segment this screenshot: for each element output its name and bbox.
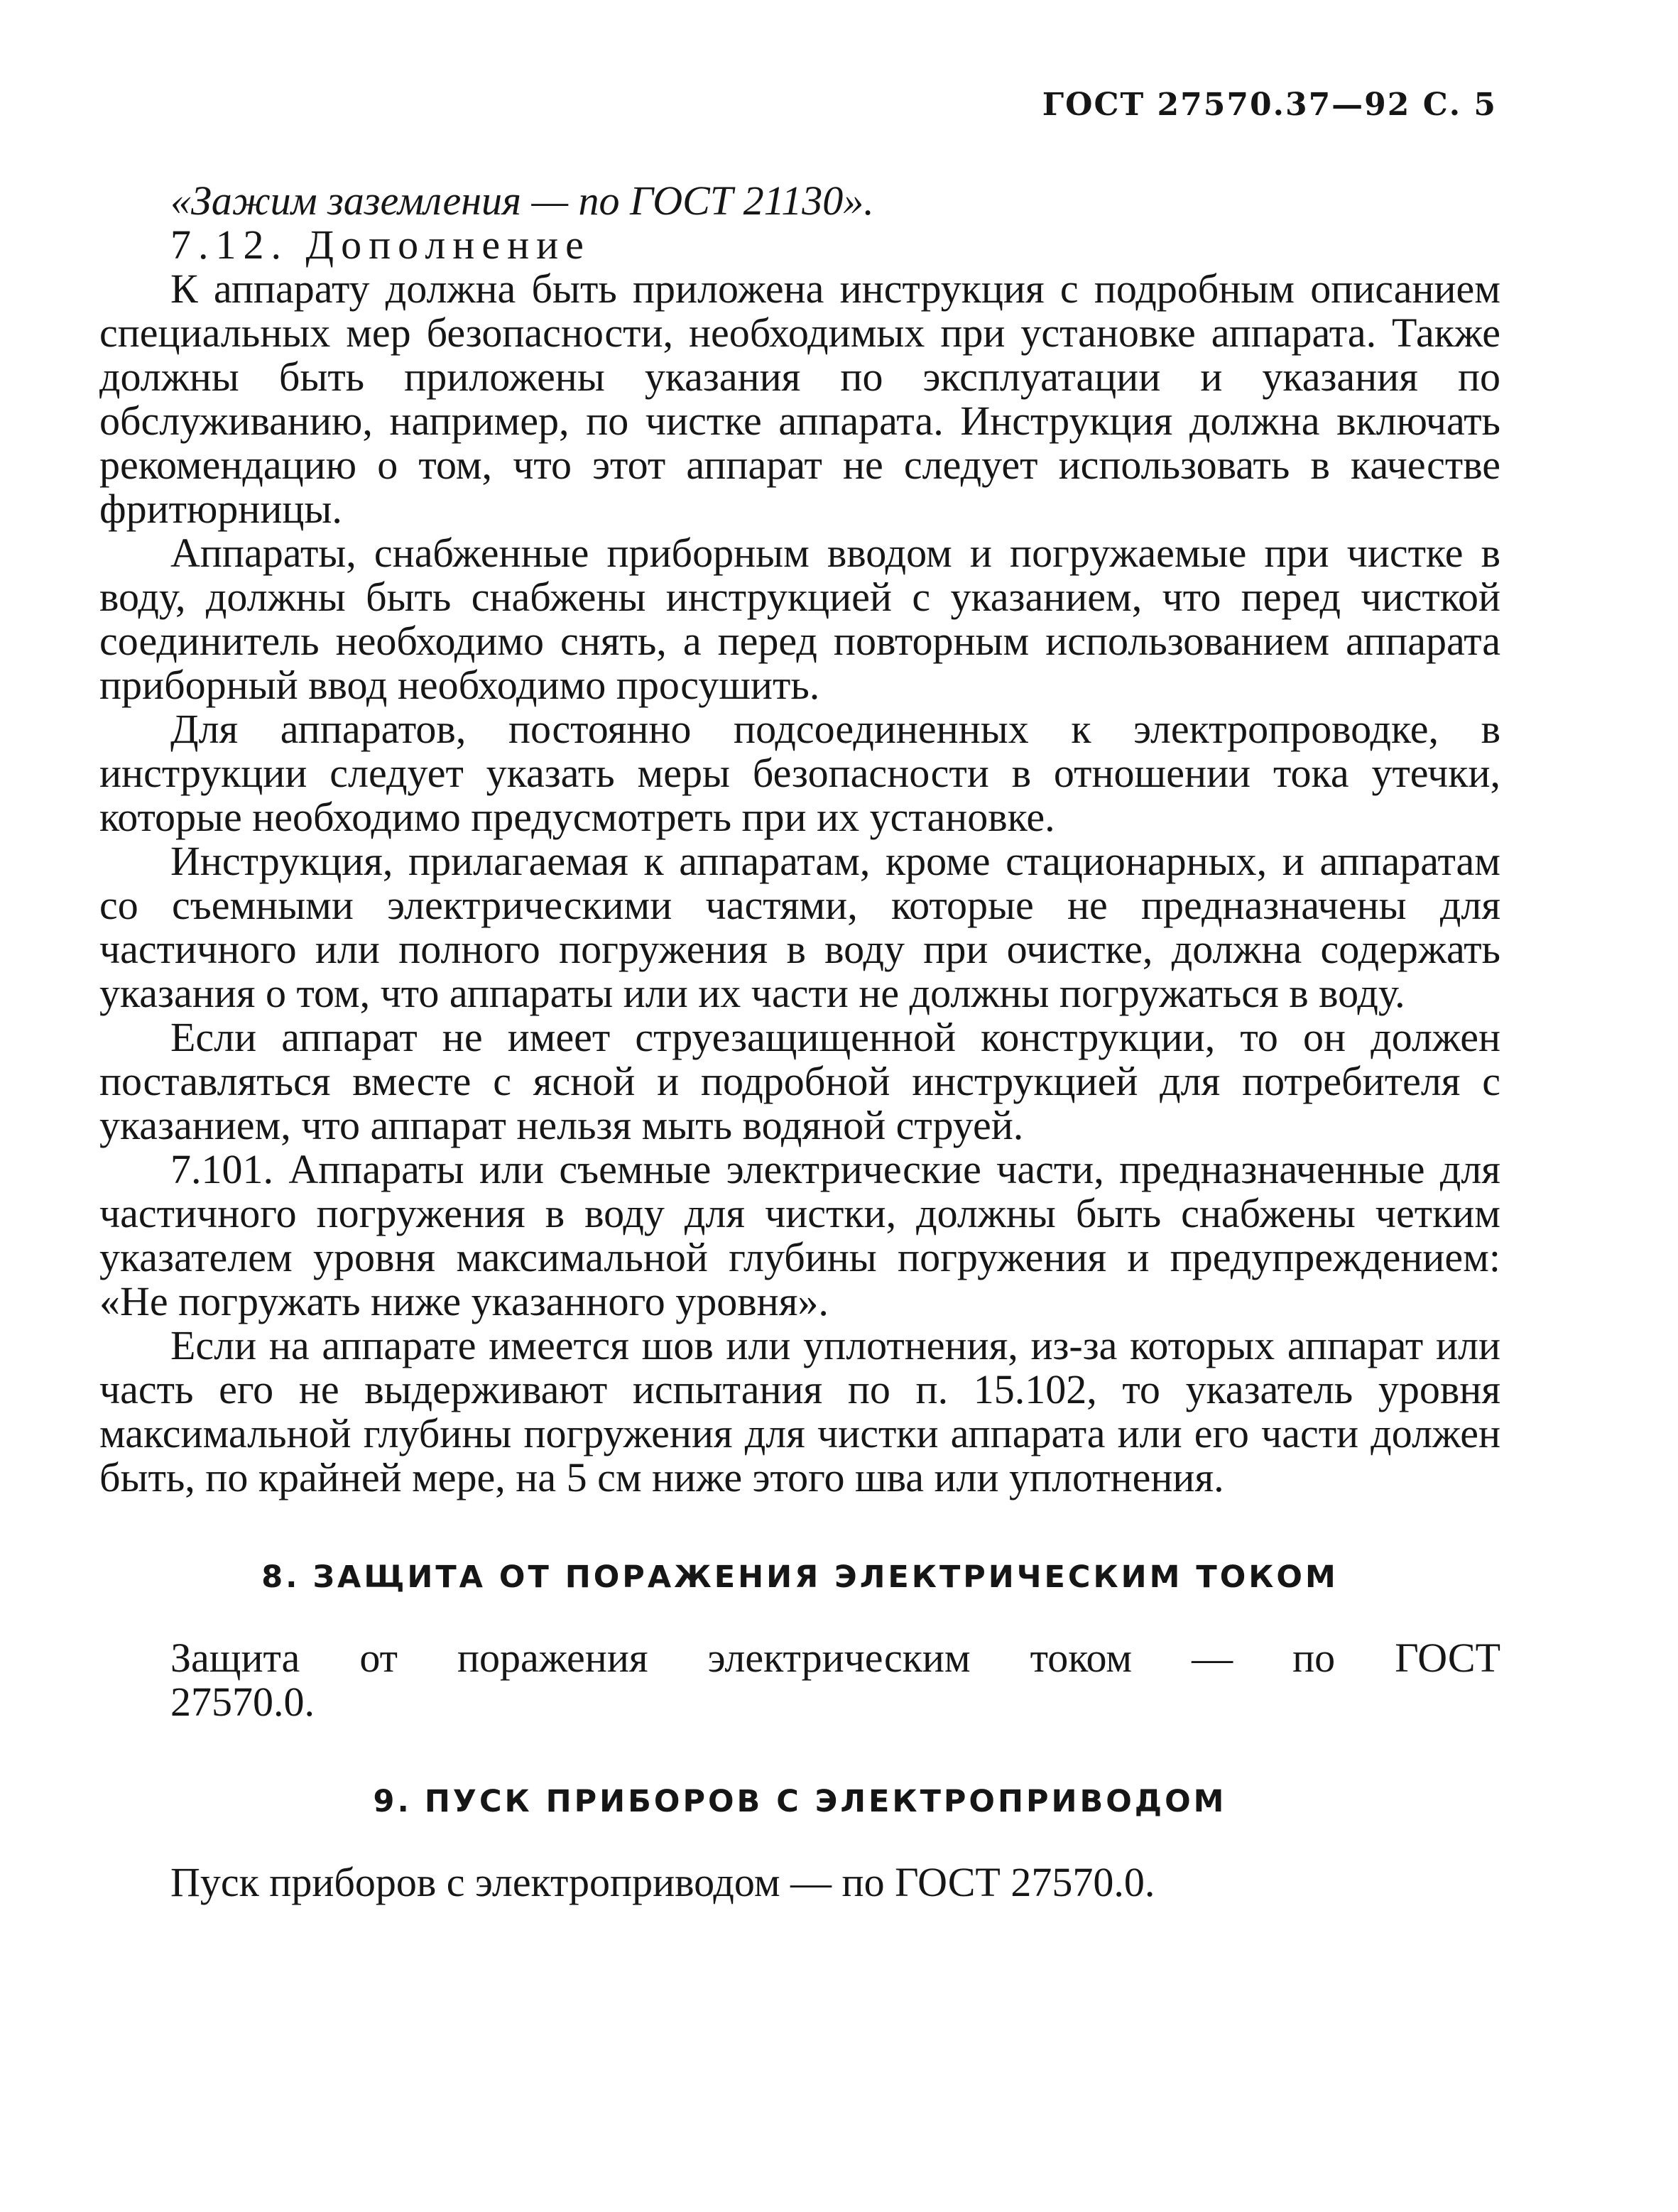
section-8-title: ЗАЩИТА ОТ ПОРАЖЕНИЯ ЭЛЕКТРИЧЕСКИМ ТОКОМ xyxy=(312,1559,1339,1595)
paragraph-appliance-inlet: Аппараты, снабженные приборным вводом и погружаемые при чистке в воду, должны быть снабжены инструкцией с указанием, что перед чисткой соединитель необходимо снять, а перед повторным использованием аппарата приборный ввод необходимо просушить. xyxy=(99,530,1500,708)
paragraph-7-101: 7.101. Аппараты или съемные электрические части, предназначенные для частичного погружения в воду для чистки, должны быть снабжены четким указателем уровня максимальной глубины погружения и предупреждением: «Не погружать ниже указанного уровня». xyxy=(99,1146,1500,1324)
section-9-text: Пуск приборов с электроприводом — по ГОСТ 27570.0. xyxy=(170,1859,1155,1905)
addition-heading: 7.12. Дополнение xyxy=(170,222,591,268)
document-body xyxy=(99,179,1500,1905)
paragraph-seam: Если на аппарате имеется шов или уплотнения, из-за которых аппарат или часть его не выдерживают испытания по п. 15.102, то указатель уровня максимальной глубины погружения для чистки аппарата или его части должен быть, по крайней мере, на 5 см ниже этого шва или уплотнения. xyxy=(99,1322,1500,1500)
paragraph-instructions: К аппарату должна быть приложена инструкция с подробным описанием специальных мер безопасности, необходимых при установке аппарата. Также должны быть приложены указания по эксплуатации и указания по обслуживанию, например, по чистке аппарата. Инструкция должна включать рекомендацию о том, что этот аппарат не следует использовать в качестве фритюрницы. xyxy=(99,266,1500,532)
paragraph-water-jet: Если аппарат не имеет струезащищенной конструкции, то он должен поставляться вместе с ясной и подробной инструкцией для потребителя с указанием, что аппарат нельзя мыть водяной струей. xyxy=(99,1014,1500,1148)
paragraph-fixed-appliances: Для аппаратов, постоянно подсоединенных к электропроводке, в инструкции следует указать меры безопасности в отношении тока утечки, которые необходимо предусмотреть при их установке. xyxy=(99,706,1500,840)
section-9-title: ПУСК ПРИБОРОВ С ЭЛЕКТРОПРИВОДОМ xyxy=(424,1784,1227,1819)
section-8-code: 27570.0. xyxy=(170,1679,315,1725)
page-header: ГОСТ 27570.37—92 С. 5 xyxy=(1042,87,1497,123)
section-8-text: Защита от поражения электрическим током — по ГОСТ xyxy=(170,1635,1500,1681)
section-8-heading xyxy=(99,1555,1500,1599)
paragraph-detachable-parts: Инструкция, прилагаемая к аппаратам, кроме стационарных, и аппаратам со съемными электрическими частями, которые не предназначены для частичного или полного погружения в воду при очистке, должна содержать указания о том, что аппараты или их части не должны погружаться в воду. xyxy=(99,838,1500,1016)
section-9-heading xyxy=(99,1780,1500,1824)
section-8-number: 8. xyxy=(261,1559,300,1595)
section-9-number: 9. xyxy=(373,1784,412,1819)
grounding-clause: «Зажим заземления — по ГОСТ 21130». xyxy=(170,178,874,224)
